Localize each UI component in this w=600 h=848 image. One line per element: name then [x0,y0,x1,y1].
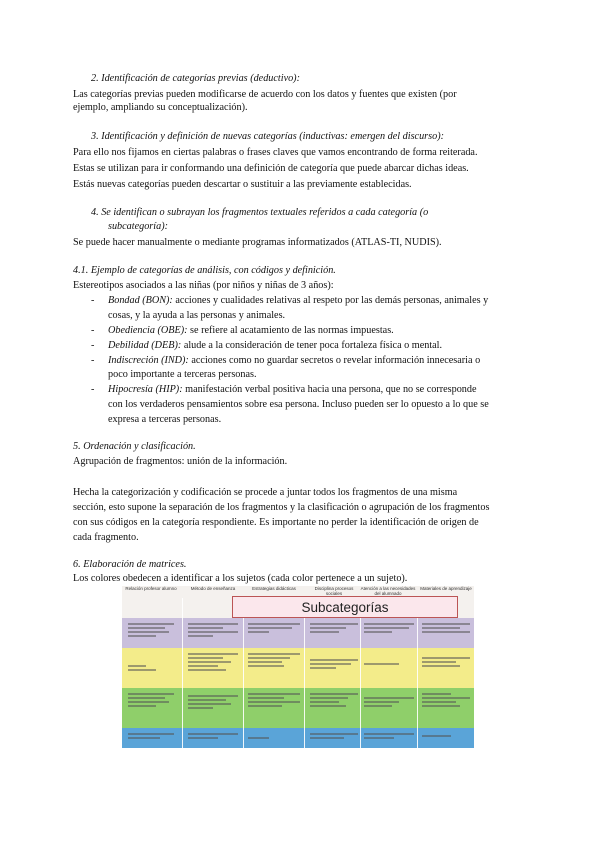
matrix-header: Materiales de aprendizaje [420,586,472,591]
matrix-band-purple [122,618,474,648]
section-6-heading: 6. Elaboración de matrices. [73,559,187,570]
matrix-cell [126,730,176,746]
matrix-cell [362,660,416,674]
bullet-bondad-cont: cosas, y la ayuda a las personas y animales. [108,310,286,321]
paragraph-line-3: con sus códigos en la categoría respondiente. Es importante no perder la identificación de origen de [73,517,479,528]
matrix-cell [186,620,240,646]
bullet-text: alude a la consideración de tener poca fortaleza física o mental. [181,340,443,351]
section-4-heading-2: subcategoría): [108,221,168,232]
matrix-band-green [122,688,474,728]
bullet-hipocresia-cont: con los verdaderos pensamientos sobre esa persona. Incluso pueden ser lo opuesto a lo que se [108,399,489,410]
matrix-cell [308,656,360,680]
section-41-heading: 4.1. Ejemplo de categorías de análisis, con códigos y definición. [73,265,336,276]
section-2-heading: 2. Identificación de categorías previas (deductivo): [91,73,300,84]
matrix-header: Estrategias didácticas [252,586,296,591]
matrix-band-yellow [122,648,474,688]
matrix-image [122,586,474,748]
bullet-marker: - [91,295,95,306]
matrix-cell [420,654,472,682]
matrix-divider [417,598,418,748]
bullet-term: Debilidad (DEB): [108,340,182,351]
matrix-cell [246,734,302,744]
bullet-debilidad [108,339,442,352]
section-2-line-2: ejemplo, ampliando su conceptualización). [73,102,248,113]
bullet-term: Obediencia (OBE): [108,325,188,336]
matrix-cell [246,650,302,686]
section-3-line-2: Estas se utilizan para ir conformando una definición de categoría que puede abarcar dichas ideas. [73,163,469,174]
section-41-intro: Estereotipos asociados a las niñas (por niños y niñas de 3 años): [73,280,334,291]
section-3-line-3: Estás nuevas categorías pueden descartar o sustituir a las previamente establecidas. [73,179,412,190]
matrix-cell [362,694,416,722]
matrix-divider [243,598,244,748]
bullet-obediencia [108,324,394,337]
matrix-cell [362,730,416,746]
section-6-line-1: Los colores obedecen a identificar a los sujetos (cada color pertenece a un sujeto). [73,573,408,584]
bullet-indiscrecion-cont: poco importante a terceras personas. [108,369,257,380]
matrix-cell [186,650,240,686]
section-2-line-1: Las categorías previas pueden modificarse de acuerdo con los datos y fuentes que existen (por [73,89,457,100]
section-5-line-1: Agrupación de fragmentos: unión de la información. [73,456,288,467]
paragraph-line-4: cada fragmento. [73,532,139,543]
matrix-cell [246,620,302,646]
bullet-marker: - [91,355,95,366]
matrix-cell [126,690,176,726]
bullet-marker: - [91,384,95,395]
matrix-cell [420,690,472,726]
matrix-header: Atención a las necesidades del alumnado [360,586,416,596]
matrix-cell [420,732,472,744]
matrix-cell [420,620,472,646]
bullet-term: Hipocresía (HIP): [108,384,183,395]
section-3-heading: 3. Identificación y definición de nuevas categorías (inductivas: emergen del discurso): [91,131,444,142]
section-3-line-1: Para ello nos fijamos en ciertas palabras o frases claves que vamos encontrando de forma reiterada. [73,147,478,158]
bullet-hipocresia-cont-2: expresa a terceras personas. [108,414,222,425]
bullet-text: acciones y cualidades relativas al respeto por las demás personas, animales y [172,295,489,306]
section-4-heading-1: 4. Se identifican o subrayan los fragmentos textuales referidos a cada categoría (o [91,207,429,218]
matrix-divider [304,598,305,748]
matrix-band-blue [122,728,474,748]
matrix-cell [362,620,416,646]
matrix-header: Relación profesor alumno [125,586,177,591]
matrix-subcategories-title: Subcategorías [232,596,458,618]
paragraph-line-1: Hecha la categorización y codificación se procede a juntar todos los fragmentos de una misma [73,487,458,498]
matrix-cell [246,690,302,726]
bullet-text: manifestación verbal positiva hacia una persona, que no se corresponde [182,384,477,395]
bullet-hipocresia [108,383,477,396]
bullet-text: se refiere al acatamiento de las normas impuestas. [187,325,394,336]
matrix-cell [308,620,360,646]
matrix-cell [186,730,240,746]
bullet-term: Bondad (BON): [108,295,173,306]
matrix-cell [186,692,240,726]
bullet-text: acciones como no guardar secretos o revelar información innecesaria o [188,355,481,366]
bullet-marker: - [91,340,95,351]
matrix-header: Método de enseñanza [190,586,236,591]
matrix-cell [126,662,176,678]
bullet-marker: - [91,325,95,336]
matrix-cell [126,620,176,646]
matrix-header: Disciplina procesos sociales [314,586,354,596]
matrix-cell [308,690,360,726]
matrix-cell [308,730,360,746]
section-5-heading: 5. Ordenación y clasificación. [73,441,196,452]
paragraph-line-2: sección, esto supone la separación de los fragmentos y la clasificación o agrupación de los fragmentos [73,502,490,513]
matrix-divider [182,598,183,748]
bullet-bondad [108,294,488,307]
bullet-term: Indiscreción (IND): [108,355,189,366]
section-4-line-1: Se puede hacer manualmente o mediante programas informatizados (ATLAS-TI, NUDIS). [73,237,442,248]
matrix-divider [360,598,361,748]
bullet-indiscrecion [108,354,480,367]
